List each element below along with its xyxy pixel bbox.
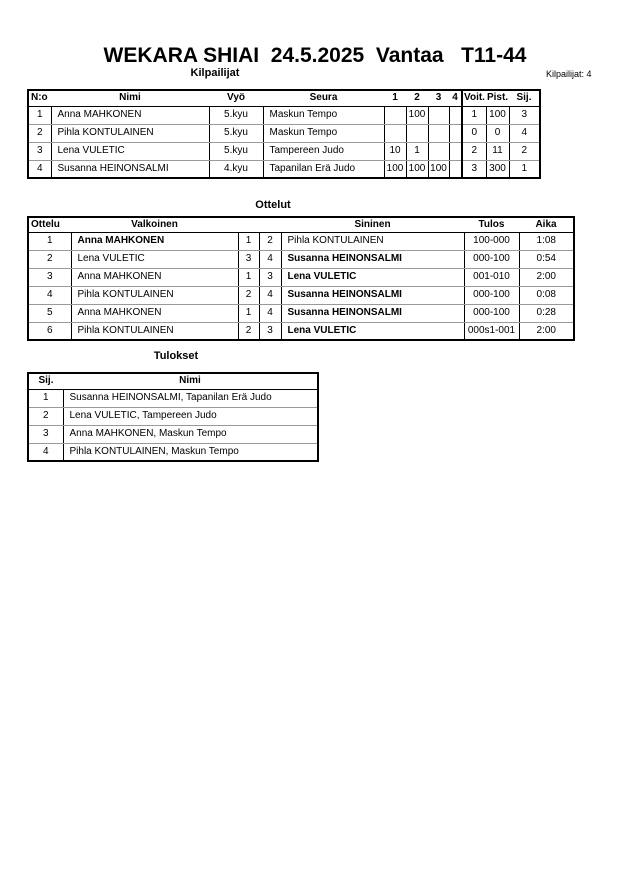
results-section-title: Tulokset	[153, 350, 199, 362]
score-r4	[449, 160, 462, 178]
competitor-no: 4	[28, 160, 51, 178]
matches-table	[27, 216, 575, 341]
match-result: 100-000	[464, 232, 519, 250]
match-time: 1:08	[519, 232, 574, 250]
results-table	[27, 372, 319, 462]
match-time: 2:00	[519, 322, 574, 340]
competitor-place: 3	[509, 106, 540, 124]
competitor-club: Maskun Tempo	[263, 124, 384, 142]
match-white-number: 1	[238, 304, 259, 322]
match-blue-number: 2	[259, 232, 281, 250]
col-header-no: N:o	[28, 90, 51, 106]
result-place: 4	[28, 443, 63, 461]
competitor-place: 4	[509, 124, 540, 142]
competitor-club: Maskun Tempo	[263, 106, 384, 124]
competitor-name: Pihla KONTULAINEN	[51, 124, 209, 142]
match-blue-name: Susanna HEINONSALMI	[281, 286, 464, 304]
competitor-belt: 5.kyu	[209, 106, 263, 124]
col-header-name: Nimi	[63, 373, 318, 389]
score-r4	[449, 106, 462, 124]
match-no: 4	[28, 286, 71, 304]
results-header-row	[28, 373, 318, 389]
score-r1	[384, 124, 406, 142]
match-result: 000-100	[464, 250, 519, 268]
match-blue-number: 3	[259, 322, 281, 340]
col-header-r4: 4	[449, 90, 462, 106]
score-r3	[428, 106, 449, 124]
competitor-points: 11	[486, 142, 509, 160]
result-place: 3	[28, 425, 63, 443]
competitor-belt: 5.kyu	[209, 142, 263, 160]
match-no: 2	[28, 250, 71, 268]
table-row	[28, 160, 540, 178]
col-header-wins: Voit.	[462, 90, 486, 106]
col-header-place: Sij.	[509, 90, 540, 106]
score-r4	[449, 142, 462, 160]
page-title: WEKARA SHIAI 24.5.2025 Vantaa T11-44	[103, 44, 527, 67]
table-row	[28, 268, 574, 286]
score-r1: 100	[384, 160, 406, 178]
match-white-number: 2	[238, 322, 259, 340]
competitor-points: 0	[486, 124, 509, 142]
result-name: Susanna HEINONSALMI, Tapanilan Erä Judo	[63, 389, 318, 407]
competitor-name: Lena VULETIC	[51, 142, 209, 160]
match-result: 000-100	[464, 286, 519, 304]
competitor-place: 2	[509, 142, 540, 160]
match-no: 3	[28, 268, 71, 286]
table-row	[28, 106, 540, 124]
match-blue-number: 4	[259, 286, 281, 304]
table-row	[28, 286, 574, 304]
col-header-r3: 3	[428, 90, 449, 106]
col-header-match: Ottelu	[28, 217, 71, 232]
match-white-number: 1	[238, 268, 259, 286]
competitor-belt: 4.kyu	[209, 160, 263, 178]
score-r3	[428, 124, 449, 142]
col-header-name: Nimi	[51, 90, 209, 106]
result-place: 1	[28, 389, 63, 407]
result-name: Anna MAHKONEN, Maskun Tempo	[63, 425, 318, 443]
table-row	[28, 389, 318, 407]
score-r2	[406, 124, 428, 142]
match-time: 0:28	[519, 304, 574, 322]
competitor-belt: 5.kyu	[209, 124, 263, 142]
match-no: 1	[28, 232, 71, 250]
competitor-club: Tampereen Judo	[263, 142, 384, 160]
col-header-time: Aika	[519, 217, 574, 232]
match-blue-name: Lena VULETIC	[281, 322, 464, 340]
table-row	[28, 407, 318, 425]
table-row	[28, 232, 574, 250]
table-row	[28, 250, 574, 268]
match-white-name: Pihla KONTULAINEN	[71, 322, 238, 340]
match-white-name: Anna MAHKONEN	[71, 304, 238, 322]
match-white-number: 2	[238, 286, 259, 304]
score-r2: 1	[406, 142, 428, 160]
col-header-white-no	[238, 217, 259, 232]
competitor-points: 100	[486, 106, 509, 124]
match-blue-number: 4	[259, 250, 281, 268]
competitor-wins: 0	[462, 124, 486, 142]
table-row	[28, 304, 574, 322]
match-white-number: 1	[238, 232, 259, 250]
col-header-place: Sij.	[28, 373, 63, 389]
competitor-name: Anna MAHKONEN	[51, 106, 209, 124]
matches-header-row	[28, 217, 574, 232]
match-white-number: 3	[238, 250, 259, 268]
table-row	[28, 443, 318, 461]
match-result: 000-100	[464, 304, 519, 322]
matches-section-title: Ottelut	[255, 199, 291, 211]
match-result: 001-010	[464, 268, 519, 286]
col-header-blue-no	[259, 217, 281, 232]
competitor-count-label: Kilpailijat: 4	[546, 69, 592, 79]
match-blue-name: Susanna HEINONSALMI	[281, 304, 464, 322]
match-no: 5	[28, 304, 71, 322]
competitor-no: 3	[28, 142, 51, 160]
col-header-points: Pist.	[486, 90, 509, 106]
match-time: 0:08	[519, 286, 574, 304]
col-header-r2: 2	[406, 90, 428, 106]
match-blue-number: 3	[259, 268, 281, 286]
competitor-club: Tapanilan Erä Judo	[263, 160, 384, 178]
competitor-no: 1	[28, 106, 51, 124]
score-r4	[449, 124, 462, 142]
table-row	[28, 142, 540, 160]
match-no: 6	[28, 322, 71, 340]
score-r2: 100	[406, 106, 428, 124]
col-header-result: Tulos	[464, 217, 519, 232]
competitor-wins: 3	[462, 160, 486, 178]
competitors-header-row	[28, 90, 540, 106]
score-r3: 100	[428, 160, 449, 178]
table-row	[28, 322, 574, 340]
score-r2: 100	[406, 160, 428, 178]
table-row	[28, 425, 318, 443]
result-name: Pihla KONTULAINEN, Maskun Tempo	[63, 443, 318, 461]
competitor-no: 2	[28, 124, 51, 142]
table-row	[28, 124, 540, 142]
col-header-club: Seura	[263, 90, 384, 106]
col-header-belt: Vyö	[209, 90, 263, 106]
col-header-white: Valkoinen	[71, 217, 238, 232]
competitor-wins: 2	[462, 142, 486, 160]
match-white-name: Anna MAHKONEN	[71, 268, 238, 286]
score-r3	[428, 142, 449, 160]
match-blue-name: Lena VULETIC	[281, 268, 464, 286]
match-blue-name: Pihla KONTULAINEN	[281, 232, 464, 250]
col-header-r1: 1	[384, 90, 406, 106]
score-r1	[384, 106, 406, 124]
match-result: 000s1-001	[464, 322, 519, 340]
match-white-name: Anna MAHKONEN	[71, 232, 238, 250]
competitor-wins: 1	[462, 106, 486, 124]
col-header-blue: Sininen	[281, 217, 464, 232]
score-r1: 10	[384, 142, 406, 160]
competitor-points: 300	[486, 160, 509, 178]
competitors-table	[27, 89, 541, 179]
competitor-name: Susanna HEINONSALMI	[51, 160, 209, 178]
match-white-name: Pihla KONTULAINEN	[71, 286, 238, 304]
result-place: 2	[28, 407, 63, 425]
result-name: Lena VULETIC, Tampereen Judo	[63, 407, 318, 425]
match-blue-name: Susanna HEINONSALMI	[281, 250, 464, 268]
competitors-section-title: Kilpailijat	[190, 67, 240, 79]
match-time: 0:54	[519, 250, 574, 268]
match-white-name: Lena VULETIC	[71, 250, 238, 268]
competitor-place: 1	[509, 160, 540, 178]
match-time: 2:00	[519, 268, 574, 286]
match-blue-number: 4	[259, 304, 281, 322]
